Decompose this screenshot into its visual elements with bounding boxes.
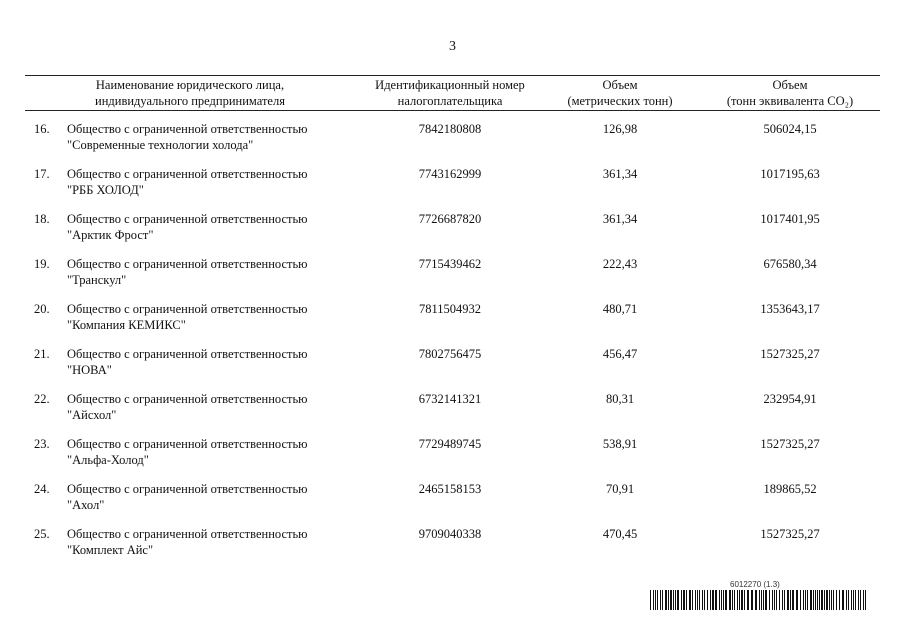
volume-co2-equivalent: 1527325,27 <box>760 347 820 361</box>
table-row <box>0 257 905 302</box>
barcode-bar-45 <box>772 590 773 610</box>
table-row <box>0 437 905 482</box>
company-legal-form: Общество с ограниченной ответственностью <box>67 122 308 136</box>
barcode-bar-65 <box>824 590 825 610</box>
barcode-bar-77 <box>855 590 856 610</box>
barcode-bar-9 <box>673 590 674 610</box>
barcode-bar-76 <box>853 590 854 610</box>
barcode-bar-18 <box>697 590 698 610</box>
barcode-bar-43 <box>765 590 767 610</box>
company-legal-form: Общество с ограниченной ответственностью <box>67 167 308 181</box>
barcode-bar-49 <box>782 590 783 610</box>
volume-metric-tons: 222,43 <box>602 257 638 271</box>
volume-metric-tons: 70,91 <box>605 482 635 496</box>
column-header-volume <box>540 78 700 109</box>
company-legal-form: Общество с ограниченной ответственностью <box>67 257 308 271</box>
barcode-bar-72 <box>842 590 844 610</box>
company-title: "Альфа-Холод" <box>67 452 149 467</box>
volume-co2-equivalent: 1353643,17 <box>760 302 820 316</box>
volume-metric-tons: 361,34 <box>602 167 638 181</box>
barcode-bar-42 <box>763 590 764 610</box>
barcode-bar-44 <box>769 590 770 610</box>
barcode-bar-81 <box>865 590 866 610</box>
barcode-bar-20 <box>702 590 703 610</box>
company-legal-form: Общество с ограниченной ответственностью <box>67 527 308 541</box>
row-number: 21. <box>34 347 50 361</box>
table-row <box>0 122 905 167</box>
barcode-bar-2 <box>655 590 656 610</box>
inn-value: 7715439462 <box>418 257 482 271</box>
barcode-bar-48 <box>779 590 780 610</box>
barcode-bar-15 <box>689 590 691 610</box>
row-number: 19. <box>34 257 50 271</box>
barcode-bar-80 <box>863 590 864 610</box>
table-row <box>0 167 905 212</box>
barcode-bar-3 <box>657 590 658 610</box>
barcode-bar-26 <box>719 590 720 610</box>
barcode-bar-29 <box>725 590 727 610</box>
company-name <box>67 257 357 288</box>
barcode-bar-17 <box>695 590 696 610</box>
barcode-bar-70 <box>836 590 837 610</box>
barcode-bar-51 <box>787 590 789 610</box>
company-name <box>67 122 357 153</box>
table-header-rule <box>25 110 880 111</box>
volume-metric-tons: 470,45 <box>602 527 638 541</box>
barcode-bar-37 <box>747 590 749 610</box>
barcode-bar-52 <box>790 590 791 610</box>
volume-metric-tons: 538,91 <box>602 437 638 451</box>
table-row <box>0 302 905 347</box>
barcode-bar-56 <box>803 590 804 610</box>
column-header-co2-line1: Объем <box>772 78 808 92</box>
company-legal-form: Общество с ограниченной ответственностью <box>67 482 308 496</box>
company-name <box>67 167 357 198</box>
company-name <box>67 437 357 468</box>
barcode-bar-73 <box>846 590 847 610</box>
page-number: 3 <box>449 39 456 54</box>
barcode-bar-33 <box>737 590 738 610</box>
barcode-bar-68 <box>831 590 832 610</box>
company-legal-form: Общество с ограниченной ответственностью <box>67 347 308 361</box>
barcode-bar-63 <box>819 590 820 610</box>
inn-value: 7743162999 <box>418 167 482 181</box>
barcode-bar-4 <box>660 590 661 610</box>
volume-co2-equivalent: 1527325,27 <box>760 527 820 541</box>
volume-metric-tons: 480,71 <box>602 302 638 316</box>
column-header-inn-line1: Идентификационный номер <box>375 78 525 92</box>
company-title: "Транскул" <box>67 272 127 287</box>
barcode-bar-47 <box>776 590 777 610</box>
barcode-bar-7 <box>668 590 669 610</box>
barcode-bar-5 <box>662 590 663 610</box>
barcode-bar-14 <box>686 590 687 610</box>
barcode-bar-13 <box>683 590 685 610</box>
table-top-rule <box>25 75 880 76</box>
column-header-inn <box>360 78 540 109</box>
company-title: "НОВА" <box>67 362 112 377</box>
barcode-bar-30 <box>729 590 731 610</box>
volume-co2-equivalent: 1527325,27 <box>760 437 820 451</box>
barcode-bar-59 <box>810 590 812 610</box>
barcode <box>650 590 868 610</box>
row-number: 22. <box>34 392 50 406</box>
company-title: "Арктик Фрост" <box>67 227 154 242</box>
volume-co2-equivalent: 676580,34 <box>763 257 817 271</box>
barcode-bar-28 <box>723 590 724 610</box>
barcode-label: 6012270 (1.3) <box>730 580 780 589</box>
inn-value: 7842180808 <box>418 122 482 136</box>
table-body <box>0 122 905 572</box>
barcode-bar-74 <box>848 590 849 610</box>
barcode-bar-41 <box>761 590 762 610</box>
barcode-bar-35 <box>741 590 743 610</box>
company-title: "Комплект Айс" <box>67 542 154 557</box>
barcode-bar-69 <box>833 590 834 610</box>
company-title: "Компания КЕМИКС" <box>67 317 186 332</box>
company-title: "РББ ХОЛОД" <box>67 182 144 197</box>
inn-value: 7811504932 <box>418 302 482 316</box>
row-number: 24. <box>34 482 50 496</box>
row-number: 23. <box>34 437 50 451</box>
barcode-bar-71 <box>839 590 840 610</box>
volume-metric-tons: 361,34 <box>602 212 638 226</box>
barcode-bar-61 <box>815 590 816 610</box>
company-name <box>67 392 357 423</box>
barcode-bar-6 <box>665 590 667 610</box>
table-row <box>0 527 905 572</box>
row-number: 18. <box>34 212 50 226</box>
volume-co2-equivalent: 1017195,63 <box>760 167 820 181</box>
barcode-bar-54 <box>796 590 798 610</box>
barcode-bar-78 <box>858 590 859 610</box>
inn-value: 7729489745 <box>418 437 482 451</box>
table-row <box>0 212 905 257</box>
column-header-volume-line2: (метрических тонн) <box>567 93 673 108</box>
volume-co2-equivalent: 1017401,95 <box>760 212 820 226</box>
barcode-bar-46 <box>774 590 775 610</box>
inn-value: 7726687820 <box>418 212 482 226</box>
volume-co2-equivalent: 232954,91 <box>763 392 817 406</box>
volume-metric-tons: 126,98 <box>602 122 638 136</box>
company-legal-form: Общество с ограниченной ответственностью <box>67 302 308 316</box>
barcode-bar-25 <box>715 590 717 610</box>
barcode-bar-62 <box>817 590 818 610</box>
barcode-bar-32 <box>734 590 735 610</box>
company-title: "Айсхол" <box>67 407 117 422</box>
company-legal-form: Общество с ограниченной ответственностью <box>67 212 308 226</box>
barcode-bar-57 <box>805 590 806 610</box>
barcode-bar-19 <box>699 590 700 610</box>
barcode-bar-12 <box>681 590 682 610</box>
company-legal-form: Общество с ограниченной ответственностью <box>67 437 308 451</box>
column-header-name-line2: индивидуального предпринимателя <box>95 93 285 108</box>
inn-value: 6732141321 <box>418 392 482 406</box>
barcode-bar-16 <box>692 590 693 610</box>
column-header-co2-line2: (тонн эквивалента CO₂) <box>726 93 854 108</box>
volume-metric-tons: 456,47 <box>602 347 638 361</box>
company-name <box>67 482 357 513</box>
barcode-bar-79 <box>860 590 861 610</box>
barcode-bar-10 <box>675 590 676 610</box>
barcode-bar-27 <box>721 590 722 610</box>
table-row <box>0 482 905 527</box>
barcode-bar-66 <box>826 590 828 610</box>
table-row <box>0 347 905 392</box>
company-name <box>67 302 357 333</box>
barcode-bar-23 <box>710 590 711 610</box>
column-header-name-line1: Наименование юридического лица, <box>95 78 285 92</box>
inn-value: 7802756475 <box>418 347 482 361</box>
barcode-bar-8 <box>670 590 672 610</box>
row-number: 17. <box>34 167 50 181</box>
column-header-inn-line2: налогоплательщика <box>397 93 503 108</box>
company-title: "Ахол" <box>67 497 105 512</box>
row-number: 20. <box>34 302 50 316</box>
volume-co2-equivalent: 189865,52 <box>763 482 817 496</box>
barcode-bar-1 <box>653 590 654 610</box>
volume-metric-tons: 80,31 <box>605 392 635 406</box>
column-header-co2 <box>700 78 880 109</box>
column-header-volume-line1: Объем <box>602 78 638 92</box>
barcode-bar-75 <box>851 590 852 610</box>
company-name <box>67 212 357 243</box>
row-number: 25. <box>34 527 50 541</box>
barcode-bar-39 <box>755 590 757 610</box>
barcode-bar-64 <box>821 590 823 610</box>
barcode-bar-21 <box>704 590 705 610</box>
barcode-bar-34 <box>739 590 740 610</box>
company-name <box>67 347 357 378</box>
barcode-bar-36 <box>744 590 745 610</box>
barcode-bar-40 <box>759 590 760 610</box>
barcode-bar-60 <box>813 590 814 610</box>
company-title: "Современные технологии холода" <box>67 137 254 152</box>
inn-value: 2465158153 <box>418 482 482 496</box>
barcode-bar-50 <box>784 590 785 610</box>
barcode-bar-53 <box>792 590 794 610</box>
column-header-name <box>25 78 355 109</box>
company-name <box>67 527 357 558</box>
inn-value: 9709040338 <box>418 527 482 541</box>
table-row <box>0 392 905 437</box>
volume-co2-equivalent: 506024,15 <box>763 122 817 136</box>
barcode-bar-67 <box>829 590 830 610</box>
company-legal-form: Общество с ограниченной ответственностью <box>67 392 308 406</box>
barcode-bar-38 <box>751 590 753 610</box>
barcode-bar-55 <box>800 590 801 610</box>
barcode-bar-58 <box>807 590 808 610</box>
barcode-bar-11 <box>677 590 679 610</box>
barcode-bar-31 <box>732 590 733 610</box>
barcode-bar-24 <box>712 590 714 610</box>
barcode-bar-22 <box>707 590 708 610</box>
barcode-bar-0 <box>650 590 651 610</box>
row-number: 16. <box>34 122 50 136</box>
